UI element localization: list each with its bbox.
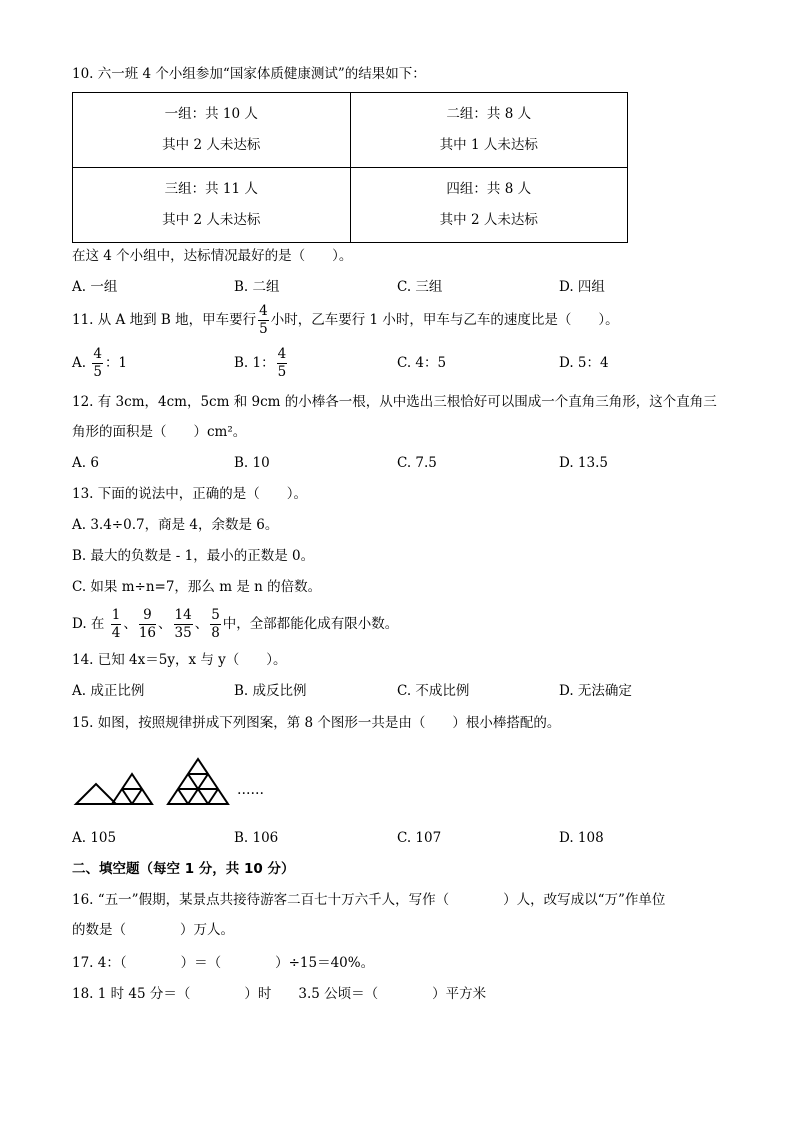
separator: 、 bbox=[158, 616, 172, 632]
fraction bbox=[277, 345, 288, 380]
q15-option-c[interactable]: C. 107 bbox=[397, 830, 442, 846]
fraction-numerator: 1 bbox=[111, 609, 122, 626]
q14-option-c[interactable]: C. 不成比例 bbox=[397, 683, 470, 699]
q12-option-b[interactable]: B. 10 bbox=[234, 455, 270, 471]
fraction-numerator: 4 bbox=[258, 305, 269, 322]
fraction-denominator: 8 bbox=[211, 625, 220, 641]
q14-option-a[interactable]: A. 成正比例 bbox=[72, 683, 145, 699]
q13-option-c[interactable]: C. 如果 m÷n=7，那么 m 是 n 的倍数。 bbox=[72, 579, 322, 595]
q11-option-d[interactable]: D. 5：4 bbox=[559, 355, 609, 371]
q13-option-d-pre: D. 在 bbox=[72, 616, 105, 632]
q10-cell-line: 四组：共 8 人 bbox=[446, 181, 532, 197]
q10-cell-group1 bbox=[73, 93, 351, 168]
q15-stem: 15. 如图，按照规律拼成下列图案，第 8 个图形一共是由（ ）根小棒搭配的。 bbox=[72, 715, 561, 731]
fraction-denominator: 5 bbox=[93, 364, 102, 380]
separator: 、 bbox=[123, 616, 137, 632]
triangle-figure-3 bbox=[168, 759, 228, 804]
fraction bbox=[210, 606, 221, 641]
q11-option-a-label: A. bbox=[72, 355, 87, 371]
q11-option-a[interactable] bbox=[72, 344, 127, 382]
q10-cell-line: 一组：共 10 人 bbox=[164, 106, 258, 122]
q16-line1: 16. “五一”假期，某景点共接待游客二百七十万六千人，写作（ ）人，改写成以“万”作单位 bbox=[72, 892, 666, 908]
q15-options bbox=[72, 827, 722, 849]
q10-cell-line: 二组：共 8 人 bbox=[446, 106, 532, 122]
fraction-numerator: 4 bbox=[277, 348, 288, 365]
q11-options bbox=[72, 344, 722, 382]
q10-cell-line: 其中 2 人未达标 bbox=[162, 212, 261, 228]
q17-text: 17. 4：（ ）＝（ ）÷15＝40%。 bbox=[72, 955, 375, 971]
fraction-numerator: 4 bbox=[92, 348, 103, 365]
q10-cell-line: 其中 2 人未达标 bbox=[439, 212, 538, 228]
q11-stem-post: 小时，乙车要行 1 小时，甲车与乙车的速度比是（ ）。 bbox=[270, 312, 619, 328]
fraction-numerator: 14 bbox=[174, 609, 193, 626]
q15-option-d[interactable]: D. 108 bbox=[559, 830, 604, 846]
q10-results-table bbox=[72, 92, 628, 243]
fraction bbox=[138, 606, 157, 641]
fraction-denominator: 16 bbox=[138, 625, 157, 641]
q12-option-d[interactable]: D. 13.5 bbox=[559, 455, 608, 471]
fraction-numerator: 9 bbox=[139, 609, 156, 626]
q12-stem-line2: 角形的面积是（ ）cm²。 bbox=[72, 424, 247, 440]
fraction-denominator: 5 bbox=[259, 321, 268, 337]
q13-stem: 13. 下面的说法中，正确的是（ ）。 bbox=[72, 486, 308, 502]
triangle-figure-2 bbox=[112, 774, 152, 804]
q12-option-c[interactable]: C. 7.5 bbox=[397, 455, 437, 471]
q12-options bbox=[72, 452, 722, 474]
q11-stem-pre: 11. 从 A 地到 B 地，甲车要行 bbox=[72, 312, 257, 328]
q18-text: 18. 1 时 45 分＝（ ）时 3.5 公顷＝（ ）平方米 bbox=[72, 986, 487, 1002]
q11-option-c[interactable]: C. 4：5 bbox=[397, 355, 447, 371]
q11-option-b[interactable] bbox=[234, 344, 289, 382]
separator: 、 bbox=[194, 616, 209, 632]
q16-line2: 的数是（ ）万人。 bbox=[72, 922, 234, 938]
q13-option-a[interactable]: A. 3.4÷0.7，商是 4，余数是 6。 bbox=[72, 517, 279, 533]
fraction bbox=[258, 302, 269, 337]
q11-option-b-label: B. 1： bbox=[234, 355, 275, 371]
q14-options bbox=[72, 680, 722, 702]
q12-stem-line1: 12. 有 3cm，4cm，5cm 和 9cm 的小棒各一根，从中选出三根恰好可以围成一个直角三角形，这个直角三 bbox=[72, 394, 717, 410]
q10-stem: 10. 六一班 4 个小组参加“国家体质健康测试”的结果如下： bbox=[72, 66, 426, 82]
q11-stem bbox=[72, 302, 619, 338]
fraction bbox=[174, 606, 193, 641]
q15-option-b[interactable]: B. 106 bbox=[234, 830, 279, 846]
fraction bbox=[111, 606, 122, 641]
q10-option-d[interactable]: D. 四组 bbox=[559, 279, 605, 295]
triangle-figure-1 bbox=[76, 784, 116, 804]
q14-option-b[interactable]: B. 成反比例 bbox=[234, 683, 307, 699]
q14-option-d[interactable]: D. 无法确定 bbox=[559, 683, 632, 699]
fraction-numerator: 5 bbox=[210, 609, 221, 626]
q14-stem: 14. 已知 4x＝5y，x 与 y（ ）。 bbox=[72, 652, 287, 668]
q10-options bbox=[72, 276, 722, 298]
q12-option-a[interactable]: A. 6 bbox=[72, 455, 99, 471]
q10-cell-line: 三组：共 11 人 bbox=[164, 181, 258, 197]
q15-ellipsis: …… bbox=[237, 782, 264, 798]
q10-question: 在这 4 个小组中，达标情况最好的是（ ）。 bbox=[72, 248, 353, 264]
q13-option-b[interactable]: B. 最大的负数是 - 1，最小的正数是 0。 bbox=[72, 548, 315, 564]
q10-option-b[interactable]: B. 二组 bbox=[234, 279, 280, 295]
q13-option-d-post: 中，全部都能化成有限小数。 bbox=[222, 616, 399, 632]
q10-cell-line: 其中 1 人未达标 bbox=[439, 137, 538, 153]
q10-cell-group3 bbox=[73, 168, 351, 243]
q10-cell-group4 bbox=[350, 168, 628, 243]
q10-cell-group2 bbox=[350, 93, 628, 168]
section-title: 二、填空题（每空 1 分，共 10 分） bbox=[72, 861, 295, 877]
q13-option-d[interactable] bbox=[72, 604, 398, 644]
fraction-denominator: 5 bbox=[277, 364, 287, 380]
q10-option-c[interactable]: C. 三组 bbox=[397, 279, 443, 295]
fraction-denominator: 4 bbox=[111, 625, 121, 641]
q11-option-a-rest: ：1 bbox=[104, 355, 128, 371]
fraction bbox=[92, 345, 103, 380]
q10-cell-line: 其中 2 人未达标 bbox=[162, 137, 261, 153]
q15-option-a[interactable]: A. 105 bbox=[72, 830, 117, 846]
q10-option-a[interactable]: A. 一组 bbox=[72, 279, 118, 295]
fraction-denominator: 35 bbox=[174, 625, 192, 641]
